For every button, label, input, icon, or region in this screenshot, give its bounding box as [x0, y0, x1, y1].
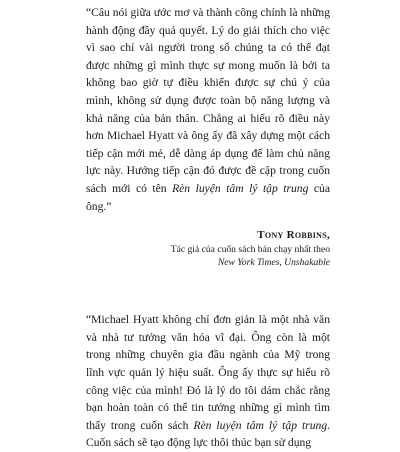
author-name: Tony Robbins, — [257, 229, 330, 242]
endorsement-quote-2 — [86, 311, 330, 452]
author-works: New York Times, Unshakable — [217, 257, 330, 269]
quote-2-book-title: Rèn luyện tâm lý tập trung — [193, 418, 328, 432]
quote-2-text-end: . Cuốn sách sẽ tạo động lực thôi thúc bạn sử dụng — [86, 418, 330, 450]
quote-1-text-end: của ông.” — [86, 181, 330, 213]
attribution — [86, 227, 330, 269]
author-description: Tác giả của cuốn sách bán chạy nhất theo — [170, 244, 330, 256]
quote-1-text: “Câu nói giữa ước mơ và thành công chính là những hành động đầy quả quyết. Lý do giải thích cho việc vì sao chỉ vài người trong số chúng ta có thể đạt được những gì mình thực sự mong muốn là bởi ta không bao giờ tự điều khiển được sự chú ý của mình, không sử dụng được toàn bộ năng lượng và khả năng của bản thân. Chẳng ai hiểu rõ điều này hơn Michael Hyatt và ông ấy đã xây dựng một cách tiếp cận mới mẻ, dễ dàng áp dụng để làm chủ năng lực này. Hướng tiếp cận đó được đề cập trong cuốn sách mới có tên — [86, 6, 330, 195]
quote-2-text: “Michael Hyatt không chỉ đơn giản là một nhà văn và nhà tư tưởng văn hóa vĩ đại. Ông còn là một trong những chuyên gia đầu ngành của Mỹ trong lĩnh vực quản lý hiệu suất. Ông ấy thực sự hiểu rõ công việc của mình! Đó là lý do tôi dám chắc rằng bạn hoàn toàn có thể tin tưởng những gì mình tìm thấy trong cuốn sách — [86, 313, 330, 432]
quote-1-book-title: Rèn luyện tâm lý tập trung — [172, 181, 309, 195]
endorsement-quote-1 — [86, 0, 330, 215]
